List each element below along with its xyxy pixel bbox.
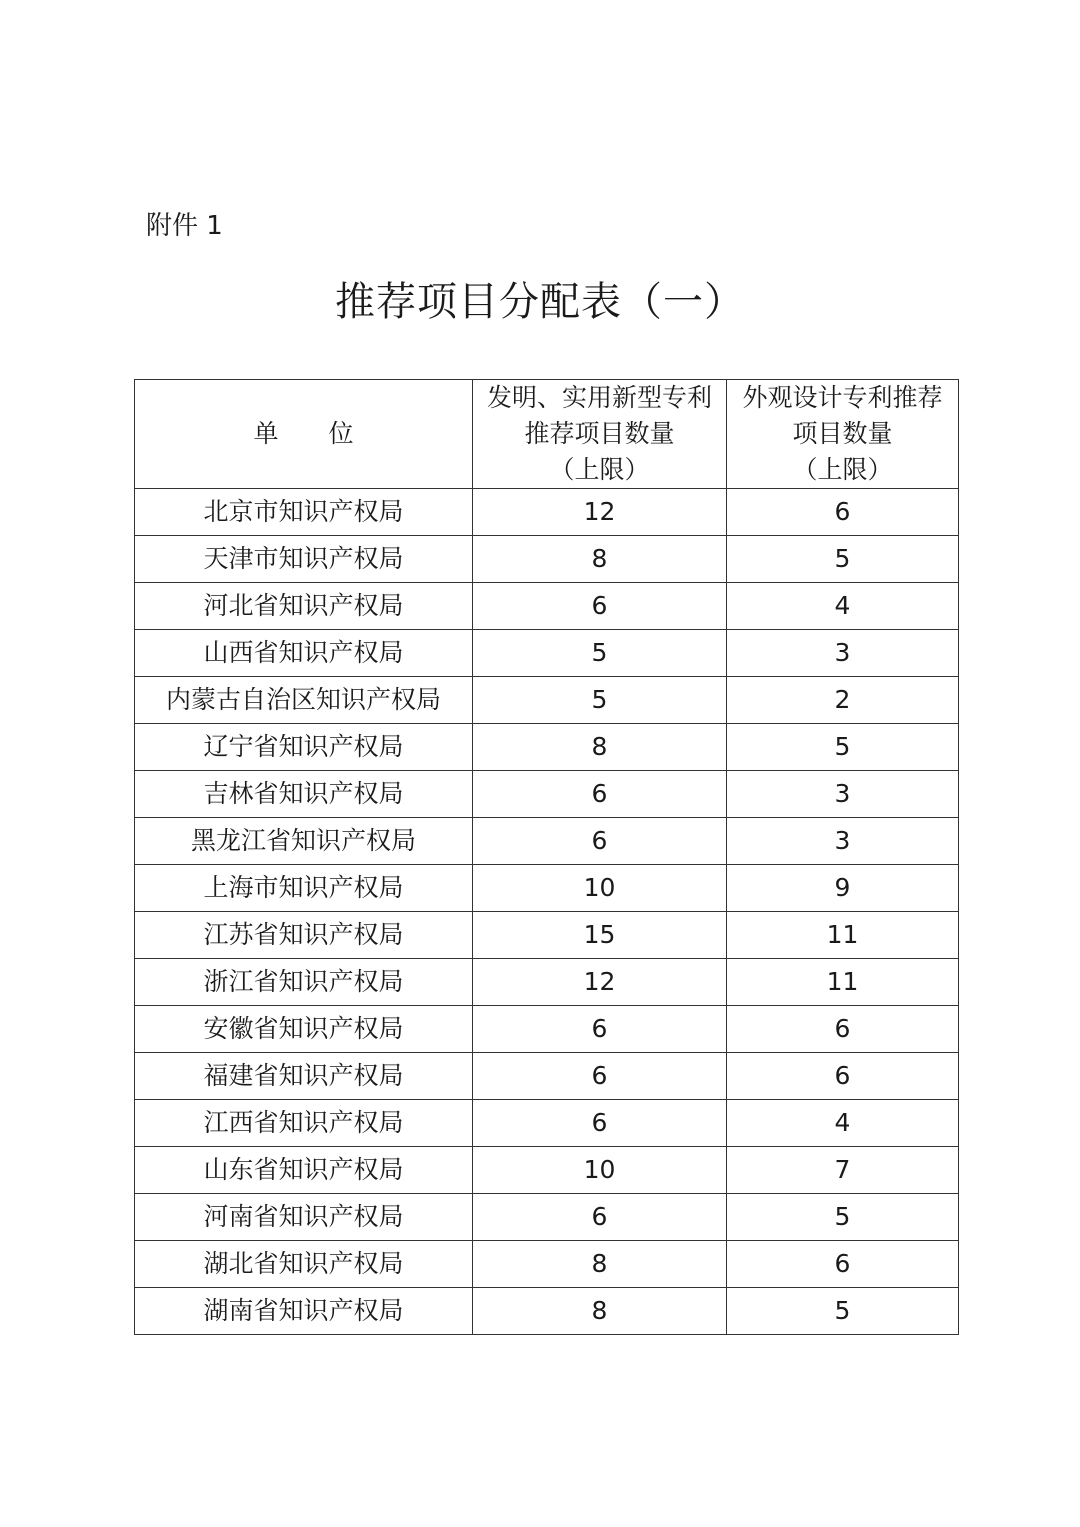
- design-count-cell: 11: [727, 912, 959, 959]
- table-row: [135, 1194, 959, 1241]
- invention-count-cell: 10: [473, 1147, 727, 1194]
- table-row: [135, 583, 959, 630]
- design-count-cell: 5: [727, 536, 959, 583]
- invention-count-cell: 5: [473, 677, 727, 724]
- invention-count-cell: 8: [473, 724, 727, 771]
- header-unit-part2: 位: [328, 419, 354, 448]
- table-row: [135, 865, 959, 912]
- unit-cell: 河南省知识产权局: [135, 1194, 473, 1241]
- unit-cell: 吉林省知识产权局: [135, 771, 473, 818]
- unit-cell: 天津市知识产权局: [135, 536, 473, 583]
- design-count-cell: 3: [727, 630, 959, 677]
- unit-cell: 江苏省知识产权局: [135, 912, 473, 959]
- unit-cell: 北京市知识产权局: [135, 489, 473, 536]
- unit-cell: 安徽省知识产权局: [135, 1006, 473, 1053]
- invention-count-cell: 6: [473, 1006, 727, 1053]
- invention-count-cell: 10: [473, 865, 727, 912]
- design-count-cell: 3: [727, 818, 959, 865]
- page-title: 推荐项目分配表（一）: [335, 279, 745, 325]
- unit-cell: 内蒙古自治区知识产权局: [135, 677, 473, 724]
- design-count-cell: 2: [727, 677, 959, 724]
- table-row: [135, 724, 959, 771]
- invention-count-cell: 6: [473, 583, 727, 630]
- invention-count-cell: 6: [473, 1194, 727, 1241]
- invention-count-cell: 6: [473, 818, 727, 865]
- unit-cell: 辽宁省知识产权局: [135, 724, 473, 771]
- table-row: [135, 1147, 959, 1194]
- header-invention-line1: 发明、实用新型专利: [486, 383, 712, 412]
- invention-count-cell: 8: [473, 536, 727, 583]
- header-design-line3: （上限）: [792, 455, 893, 484]
- table-row: [135, 1100, 959, 1147]
- unit-cell: 湖南省知识产权局: [135, 1288, 473, 1335]
- attachment-label: 附件 1: [146, 211, 223, 241]
- design-count-cell: 3: [727, 771, 959, 818]
- header-design-line1: 外观设计专利推荐: [742, 383, 943, 412]
- table-row: [135, 959, 959, 1006]
- header-design-count: [727, 380, 959, 489]
- design-count-cell: 6: [727, 1241, 959, 1288]
- invention-count-cell: 6: [473, 1053, 727, 1100]
- design-count-cell: 7: [727, 1147, 959, 1194]
- table-row: [135, 677, 959, 724]
- invention-count-cell: 5: [473, 630, 727, 677]
- unit-cell: 湖北省知识产权局: [135, 1241, 473, 1288]
- table-row: [135, 818, 959, 865]
- invention-count-cell: 8: [473, 1241, 727, 1288]
- table-row: [135, 912, 959, 959]
- design-count-cell: 6: [727, 489, 959, 536]
- table-row: [135, 1006, 959, 1053]
- unit-cell: 江西省知识产权局: [135, 1100, 473, 1147]
- invention-count-cell: 8: [473, 1288, 727, 1335]
- header-design-line2: 项目数量: [792, 419, 893, 448]
- header-invention-line2: 推荐项目数量: [524, 419, 675, 448]
- table-row: [135, 771, 959, 818]
- design-count-cell: 5: [727, 1194, 959, 1241]
- unit-cell: 福建省知识产权局: [135, 1053, 473, 1100]
- design-count-cell: 6: [727, 1006, 959, 1053]
- table-row: [135, 1241, 959, 1288]
- design-count-cell: 5: [727, 1288, 959, 1335]
- unit-cell: 河北省知识产权局: [135, 583, 473, 630]
- unit-cell: 山东省知识产权局: [135, 1147, 473, 1194]
- unit-cell: 浙江省知识产权局: [135, 959, 473, 1006]
- table-row: [135, 630, 959, 677]
- table-row: [135, 1288, 959, 1335]
- allocation-table: [134, 379, 959, 1335]
- header-invention-line3: （上限）: [549, 455, 650, 484]
- design-count-cell: 9: [727, 865, 959, 912]
- header-unit: [135, 380, 473, 489]
- invention-count-cell: 15: [473, 912, 727, 959]
- design-count-cell: 4: [727, 1100, 959, 1147]
- unit-cell: 黑龙江省知识产权局: [135, 818, 473, 865]
- table-row: [135, 489, 959, 536]
- invention-count-cell: 12: [473, 959, 727, 1006]
- header-invention-count: [473, 380, 727, 489]
- unit-cell: 山西省知识产权局: [135, 630, 473, 677]
- invention-count-cell: 6: [473, 771, 727, 818]
- invention-count-cell: 12: [473, 489, 727, 536]
- table-row: [135, 536, 959, 583]
- table-header-row: [135, 380, 959, 489]
- design-count-cell: 6: [727, 1053, 959, 1100]
- header-unit-part1: 单: [253, 419, 279, 448]
- table-row: [135, 1053, 959, 1100]
- design-count-cell: 5: [727, 724, 959, 771]
- unit-cell: 上海市知识产权局: [135, 865, 473, 912]
- design-count-cell: 11: [727, 959, 959, 1006]
- design-count-cell: 4: [727, 583, 959, 630]
- invention-count-cell: 6: [473, 1100, 727, 1147]
